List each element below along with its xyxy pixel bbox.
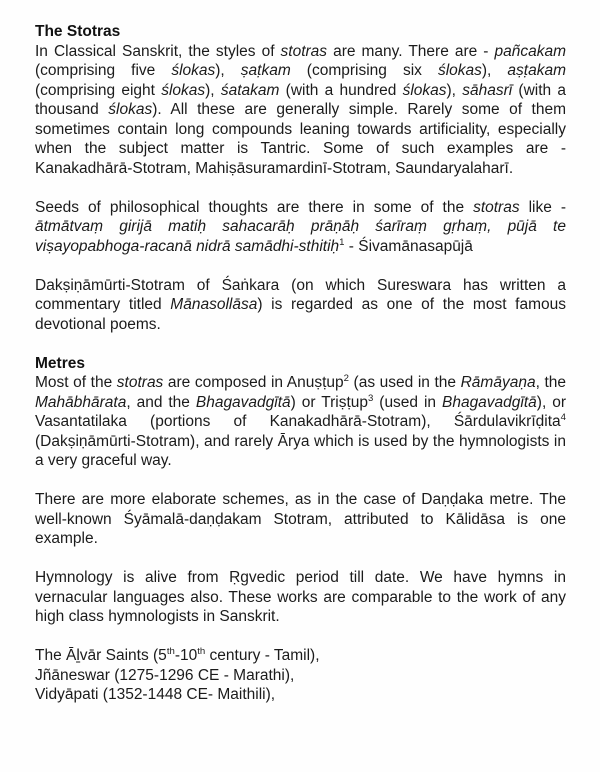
saint-line-alvar: The Āḻvār Saints (5th-10th century - Tamil), bbox=[35, 645, 320, 664]
saints-list bbox=[35, 646, 566, 705]
saint-line-vidyapati: Vidyāpati (1352-1448 CE- Maithili), bbox=[35, 686, 276, 703]
section-heading-stotras: The Stotras bbox=[35, 23, 121, 40]
section-heading-metres: Metres bbox=[35, 354, 85, 372]
saint-line-jnaneswar: Jñāneswar (1275-1296 CE - Marathi), bbox=[35, 666, 295, 684]
paragraph-philosophical-seeds: Seeds of philosophical thoughts are there in some of the stotras like - ātmātvaṃ girijā matiḥ sahacarāḥ prāṇāḥ śarīraṃ gṛhaṃ, pūjā te viṣayopabhoga-racanā nidrā samādhi-sthitiḥ$^1$ - Śivamānasapūjā bbox=[35, 198, 566, 255]
paragraph-stotra-styles: In Classical Sanskrit, the styles of stotras are many. There are - pañcakam (comprising five ślokas), ṣaṭkam (comprising six ślokas), aṣṭakam (comprising eight ślokas), śatakam (with a hundred ślokas), sāhasrī (with a thousand ślokas). All these are generally simple. Rarely some of them sometimes contain long compounds leaning towards artificiality, especially when the subject matter is Tantric. Some of such examples are - Kanakadhārā-Stotram, Mahiṣāsuramardinī-Stotram, Saundaryalaharī. bbox=[35, 42, 566, 177]
paragraph-dakshinamurti: Dakṣiṇāmūrti-Stotram of Śaṅkara (on which Sureswara has written a commentary titled Mānasollāsa) is regarded as one of the most famous devotional poems. bbox=[35, 276, 566, 333]
paragraph-metres-composition: Most of the stotras are composed in Anuṣṭup$^2$ (as used in the Rāmāyaṇa, the Mahābhārata, and the Bhagavadgītā) or Triṣṭup$^3$ (used in Bhagavadgītā), or Vasantatilaka (portions of Kanakadhārā-Stotram), Śārdulavikrīḍita$^4$ (Dakṣiṇāmūrti-Stotram), and rarely Ārya which is used by the hymnologists in a very graceful way. bbox=[35, 372, 567, 469]
paragraph-dandaka-metre: There are more elaborate schemes, as in the case of Daṇḍaka metre. The well-known Śyāmalā-daṇḍakam Stotram, attributed to Kālidāsa is one example. bbox=[35, 491, 566, 547]
paragraph-hymnology-alive: Hymnology is alive from Ṛgvedic period till date. We have hymns in vernacular languages also. These works are comparable to the work of any high class hymnologists in Sanskrit. bbox=[35, 569, 566, 625]
